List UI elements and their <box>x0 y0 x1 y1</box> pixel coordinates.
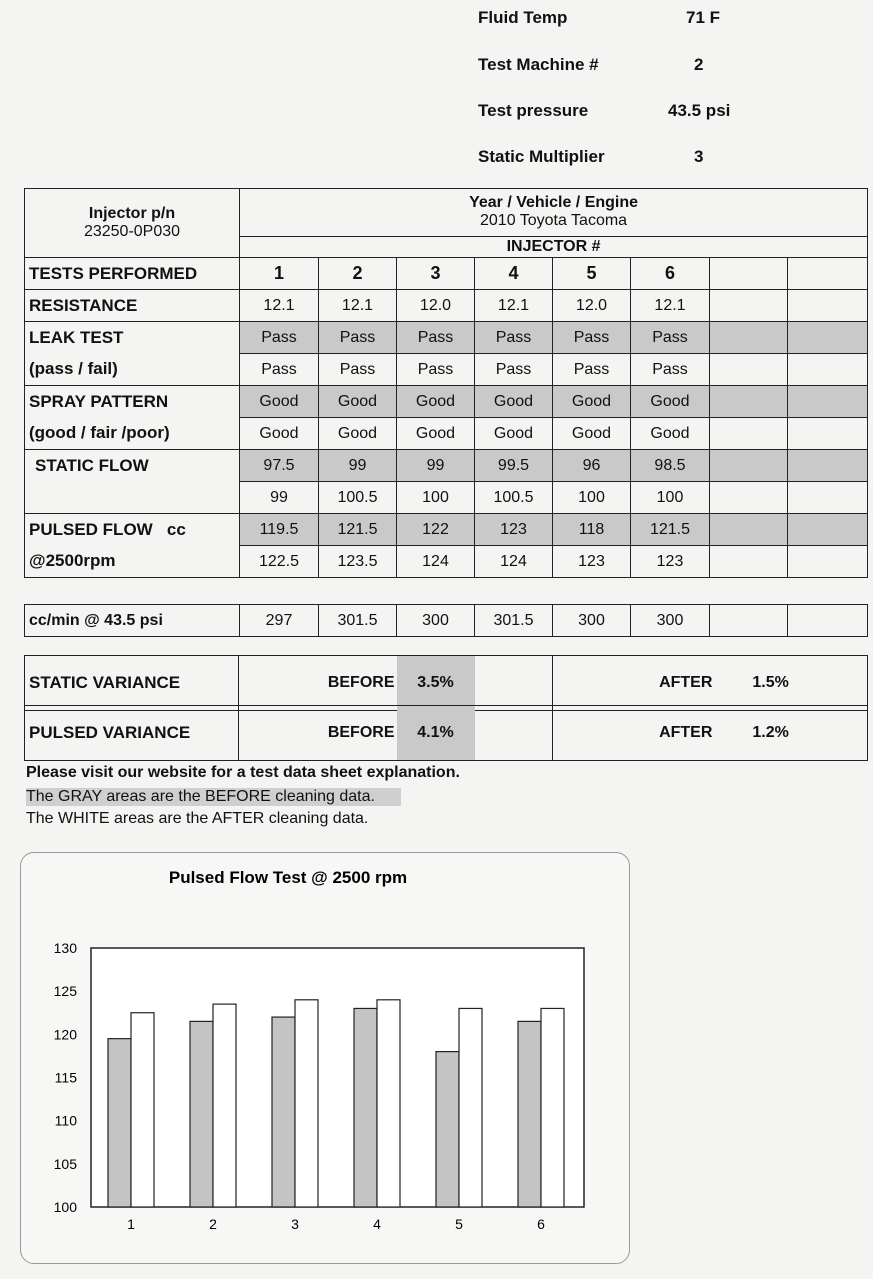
empty-cell <box>788 354 868 386</box>
leak-before-4: Pass <box>475 322 553 354</box>
bar-before-4 <box>354 1008 377 1207</box>
bar-after-5 <box>459 1008 482 1207</box>
y-tick-label: 120 <box>53 1026 77 1043</box>
x-tick-label: 5 <box>455 1216 463 1232</box>
ccmin-1: 297 <box>240 605 319 637</box>
pulsed-after-row <box>25 546 868 578</box>
static-multiplier-label: Static Multiplier <box>478 147 605 166</box>
leak-after-1: Pass <box>240 354 319 386</box>
ccmin-4: 301.5 <box>475 605 553 637</box>
injector-number-header: INJECTOR # <box>240 236 868 257</box>
spray-before-row <box>25 386 868 418</box>
ccmin-3: 300 <box>397 605 475 637</box>
leak-test-sub: (pass / fail) <box>25 354 240 386</box>
vehicle-cell <box>240 189 868 237</box>
resistance-1: 12.1 <box>240 290 319 322</box>
bar-after-6 <box>541 1008 564 1207</box>
bar-before-2 <box>190 1021 213 1207</box>
static-before-4: 99.5 <box>475 450 553 482</box>
pulsed-after-4: 124 <box>475 546 553 578</box>
note-website: Please visit our website for a test data sheet explanation. <box>26 764 460 781</box>
chart-title: Pulsed Flow Test @ 2500 rpm <box>168 868 408 887</box>
spray-after-1: Good <box>240 418 319 450</box>
y-tick-label: 115 <box>54 1069 77 1086</box>
pulsed-before-6: 121.5 <box>631 514 710 546</box>
static-multiplier-value: 3 <box>694 147 704 166</box>
ccmin-row <box>25 605 868 637</box>
empty-cell <box>788 514 868 546</box>
pulsed-flow-chart-frame <box>20 852 630 1264</box>
injector-test-table <box>24 188 868 578</box>
resistance-2: 12.1 <box>319 290 397 322</box>
vehicle-value: 2010 Toyota Tacoma <box>480 212 628 230</box>
pulsed-before-1: 119.5 <box>240 514 319 546</box>
note-white-areas: The WHITE areas are the AFTER cleaning data. <box>26 810 369 827</box>
ccmin-6: 300 <box>631 605 710 637</box>
empty-cell <box>788 450 868 482</box>
leak-after-4: Pass <box>475 354 553 386</box>
ccmin-5: 300 <box>553 605 631 637</box>
static-before-1: 97.5 <box>240 450 319 482</box>
static-before-row <box>25 450 868 482</box>
resistance-4: 12.1 <box>475 290 553 322</box>
bar-after-1 <box>131 1013 154 1207</box>
static-variance-row <box>25 656 868 711</box>
empty-cell <box>788 258 868 290</box>
pulsed-variance-label: PULSED VARIANCE <box>25 706 239 761</box>
static-after-3: 100 <box>397 482 475 514</box>
pulsed-after-5: 123 <box>553 546 631 578</box>
static-after-row <box>25 482 868 514</box>
static-variance-before-value: 3.5% <box>397 656 475 711</box>
plot-area <box>91 948 584 1207</box>
bar-before-1 <box>108 1039 131 1207</box>
static-variance-after <box>553 656 868 711</box>
static-before-6: 98.5 <box>631 450 710 482</box>
static-after-6: 100 <box>631 482 710 514</box>
pulsed-before-4: 123 <box>475 514 553 546</box>
pulsed-flow-sub: @2500rpm <box>25 546 240 578</box>
spray-after-5: Good <box>553 418 631 450</box>
empty-cell <box>788 418 868 450</box>
test-pressure-label: Test pressure <box>478 101 589 120</box>
resistance-3: 12.0 <box>397 290 475 322</box>
static-flow-label: STATIC FLOW <box>25 450 240 482</box>
vehicle-label: Year / Vehicle / Engine <box>469 194 639 212</box>
leak-after-5: Pass <box>553 354 631 386</box>
injector-pn-cell <box>25 189 240 258</box>
empty-cell <box>710 482 788 514</box>
static-before-5: 96 <box>553 450 631 482</box>
tests-performed-label: TESTS PERFORMED <box>25 258 240 290</box>
pulsed-variance-after-value: 1.2% <box>752 724 789 741</box>
empty-cell <box>475 656 553 711</box>
spray-before-2: Good <box>319 386 397 418</box>
spray-before-1: Good <box>240 386 319 418</box>
y-tick-label: 105 <box>53 1155 77 1172</box>
test-machine-value: 2 <box>694 55 704 74</box>
empty-cell <box>788 605 868 637</box>
bar-before-3 <box>272 1017 295 1207</box>
injector-1-header: 1 <box>240 258 319 290</box>
x-tick-label: 3 <box>291 1216 299 1232</box>
pulsed-before-2: 121.5 <box>319 514 397 546</box>
pulsed-after-3: 124 <box>397 546 475 578</box>
pulsed-before-5: 118 <box>553 514 631 546</box>
pulsed-variance-row <box>25 706 868 761</box>
y-tick-label: 100 <box>53 1199 77 1215</box>
pulsed-flow-label: PULSED FLOW cc <box>25 514 240 546</box>
static-after-5: 100 <box>553 482 631 514</box>
spray-pattern-label: SPRAY PATTERN <box>25 386 240 418</box>
fluid-temp-value: 71 F <box>686 8 721 27</box>
empty-cell <box>710 450 788 482</box>
injector-6-header: 6 <box>631 258 710 290</box>
leak-after-6: Pass <box>631 354 710 386</box>
static-before-2: 99 <box>319 450 397 482</box>
injector-3-header: 3 <box>397 258 475 290</box>
pulsed-variance-after <box>553 706 868 761</box>
x-tick-label: 6 <box>537 1216 545 1232</box>
y-tick-label: 125 <box>53 983 77 1000</box>
resistance-6: 12.1 <box>631 290 710 322</box>
bar-before-6 <box>518 1021 541 1207</box>
static-flow-blank <box>25 482 240 514</box>
ccmin-table <box>24 604 868 637</box>
x-tick-label: 1 <box>127 1216 135 1232</box>
pulsed-flow-chart <box>21 853 629 1263</box>
injector-5-header: 5 <box>553 258 631 290</box>
leak-before-row <box>25 322 868 354</box>
leak-before-2: Pass <box>319 322 397 354</box>
leak-after-3: Pass <box>397 354 475 386</box>
pulsed-after-2: 123.5 <box>319 546 397 578</box>
leak-test-label: LEAK TEST <box>25 322 240 354</box>
y-tick-label: 130 <box>53 940 77 956</box>
empty-cell <box>710 418 788 450</box>
spray-before-4: Good <box>475 386 553 418</box>
empty-cell <box>710 605 788 637</box>
leak-after-2: Pass <box>319 354 397 386</box>
spray-after-4: Good <box>475 418 553 450</box>
spray-after-6: Good <box>631 418 710 450</box>
static-after-2: 100.5 <box>319 482 397 514</box>
pulsed-variance-table <box>24 705 868 761</box>
y-tick-label: 110 <box>54 1112 77 1129</box>
fluid-temp-label: Fluid Temp <box>478 8 568 27</box>
empty-cell <box>710 546 788 578</box>
empty-cell <box>788 322 868 354</box>
ccmin-label: cc/min @ 43.5 psi <box>25 605 240 637</box>
resistance-5: 12.0 <box>553 290 631 322</box>
pulsed-variance-before-label: BEFORE <box>239 706 397 761</box>
pulsed-after-6: 123 <box>631 546 710 578</box>
leak-before-6: Pass <box>631 322 710 354</box>
static-variance-after-value: 1.5% <box>752 674 789 691</box>
empty-cell <box>788 482 868 514</box>
injector-2-header: 2 <box>319 258 397 290</box>
spray-before-6: Good <box>631 386 710 418</box>
resistance-label: RESISTANCE <box>25 290 240 322</box>
leak-after-row <box>25 354 868 386</box>
x-tick-label: 2 <box>209 1216 217 1232</box>
resistance-row <box>25 290 868 322</box>
spray-before-5: Good <box>553 386 631 418</box>
test-machine-label: Test Machine # <box>478 55 599 74</box>
spray-before-3: Good <box>397 386 475 418</box>
test-pressure-value: 43.5 psi <box>668 101 731 120</box>
leak-before-3: Pass <box>397 322 475 354</box>
empty-cell <box>710 514 788 546</box>
spray-after-2: Good <box>319 418 397 450</box>
empty-cell <box>710 386 788 418</box>
bar-before-5 <box>436 1052 459 1207</box>
injector-pn-value: 23250-0P030 <box>83 223 181 240</box>
note-gray-areas: The GRAY areas are the BEFORE cleaning data. <box>26 788 401 806</box>
leak-before-1: Pass <box>240 322 319 354</box>
bar-after-3 <box>295 1000 318 1207</box>
empty-cell <box>788 290 868 322</box>
injector-pn-label: Injector p/n <box>88 205 176 222</box>
spray-after-row <box>25 418 868 450</box>
static-before-3: 99 <box>397 450 475 482</box>
bar-after-4 <box>377 1000 400 1207</box>
pulsed-before-row <box>25 514 868 546</box>
empty-cell <box>710 258 788 290</box>
spray-pattern-sub: (good / fair /poor) <box>25 418 240 450</box>
static-variance-after-label: AFTER <box>659 674 713 691</box>
empty-cell <box>788 386 868 418</box>
leak-before-5: Pass <box>553 322 631 354</box>
pulsed-variance-after-label: AFTER <box>659 724 713 741</box>
empty-cell <box>475 706 553 761</box>
empty-cell <box>710 322 788 354</box>
spray-after-3: Good <box>397 418 475 450</box>
tests-performed-row <box>25 258 868 290</box>
pulsed-before-3: 122 <box>397 514 475 546</box>
empty-cell <box>710 354 788 386</box>
static-after-1: 99 <box>240 482 319 514</box>
static-variance-table <box>24 655 868 711</box>
static-variance-label: STATIC VARIANCE <box>25 656 239 711</box>
static-after-4: 100.5 <box>475 482 553 514</box>
static-variance-before-label: BEFORE <box>239 656 397 711</box>
ccmin-2: 301.5 <box>319 605 397 637</box>
bar-after-2 <box>213 1004 236 1207</box>
x-tick-label: 4 <box>373 1216 381 1232</box>
empty-cell <box>710 290 788 322</box>
injector-4-header: 4 <box>475 258 553 290</box>
empty-cell <box>788 546 868 578</box>
pulsed-variance-before-value: 4.1% <box>397 706 475 761</box>
pulsed-after-1: 122.5 <box>240 546 319 578</box>
